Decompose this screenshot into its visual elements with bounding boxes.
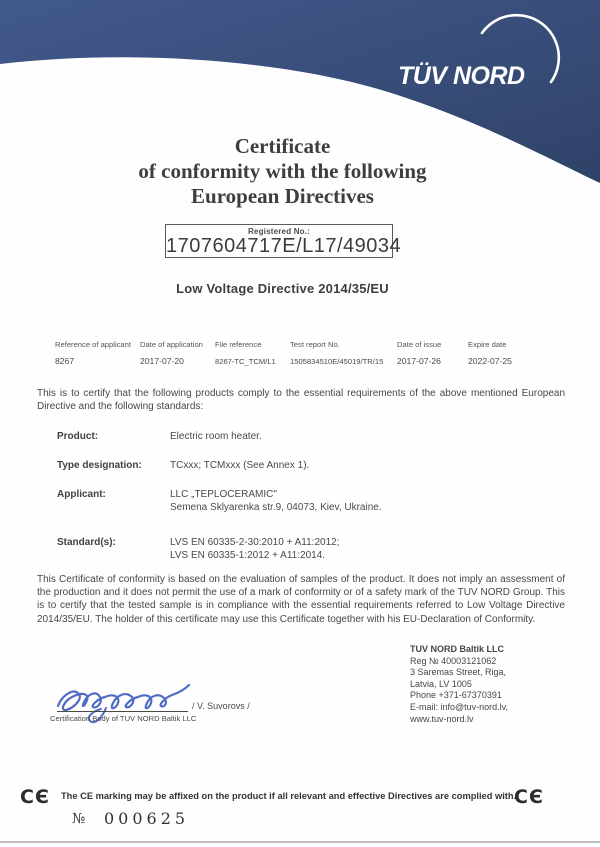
col-header-reference: Reference of applicant [55,340,131,349]
applicant-address: Semena Sklyarenka str.9, 04073, Kiev, Ukraine. [170,502,382,513]
standards-line-2: LVS EN 60335-1:2012 + A11:2014. [170,550,326,561]
ce-notice-text: The CE marking may be affixed on the product if all relevant and effective Directives are complied with. [61,791,517,801]
col-header-file: File reference [215,340,262,349]
ce-mark-icon-right: CЄ [514,786,544,808]
standards-line-1: LVS EN 60335-2-30:2010 + A11:2012; [170,537,340,548]
directive-title: Low Voltage Directive 2014/35/EU [176,281,389,296]
registered-number-box [165,224,402,258]
brand-logo: TÜV NORD [398,62,525,90]
title-line-1: Certificate [234,134,331,158]
registered-label: Registered No.: [247,227,311,236]
serial-prefix: № [72,811,86,827]
issuer-country: Latvia, LV 1005 [410,678,472,689]
col-header-issue: Date of issue [397,340,442,349]
issuer-email: E-mail: info@tuv-nord.lv, [410,701,508,712]
col-header-expire: Expire date [468,340,507,349]
title-line-3: European Directives [191,184,374,208]
col-header-application: Date of application [140,340,203,349]
issuer-website: www.tuv-nord.lv [410,713,474,724]
applicant-name: LLC „TEPLOCERAMIC" [170,489,277,500]
type-designation-value: TCxxx; TCMxxx (See Annex 1). [170,460,310,471]
serial-number: 000625 [104,809,190,828]
type-designation-label: Type designation: [57,460,142,471]
issuer-reg: Reg № 40003121062 [410,655,497,666]
legal-paragraph: This Certificate of conformity is based on the evaluation of samples of the product. It does not imply an assessment of the production and it does not permit the use of a mark of conformity or of a safety mark of the TUV NORD Group. This is to certify that the tested sample is in compliance with the essential requirements referred to Low Voltage Directive 2014/35/EU. The holder of this certificate may use this Certificate together with his EU-Declaration of Conformity. [37,574,565,625]
product-value: Electric room heater. [170,431,262,442]
signatory-name: / V. Suvorovs / [192,701,250,711]
product-label: Product: [57,431,99,442]
value-reference: 8267 [55,356,75,366]
value-file: 8267-TC_TCM/L1 [215,357,276,366]
issuer-phone: Phone +371-67370391 [410,690,502,701]
registered-number: 1707604717E/L17/49034 [166,235,402,257]
value-issue: 2017-07-26 [397,356,441,366]
value-testreport: 1505834510E/45019/TR/15 [290,357,384,366]
value-expire: 2022-07-25 [468,356,512,366]
signature-line [57,711,188,712]
signature-caption: Certification Body of TUV NORD Baltik LLC [50,714,197,723]
value-application: 2017-07-20 [140,356,184,366]
ce-mark-icon-left: CЄ [20,786,50,808]
issuer-street: 3 Saremas Street, Riga, [410,667,507,678]
issuer-address-block [410,644,508,725]
col-header-testreport: Test report No. [290,340,340,349]
standards-label: Standard(s): [57,537,116,548]
applicant-label: Applicant: [57,489,106,500]
page-bottom-edge [0,841,600,843]
certificate-title [0,134,565,209]
title-line-2: of conformity with the following [138,159,427,183]
issuer-name: TUV NORD Baltik LLC [410,644,505,654]
certify-paragraph: This is to certify that the following products comply to the essential requirements of the above mentioned European Directive and the following standards: [37,388,565,413]
